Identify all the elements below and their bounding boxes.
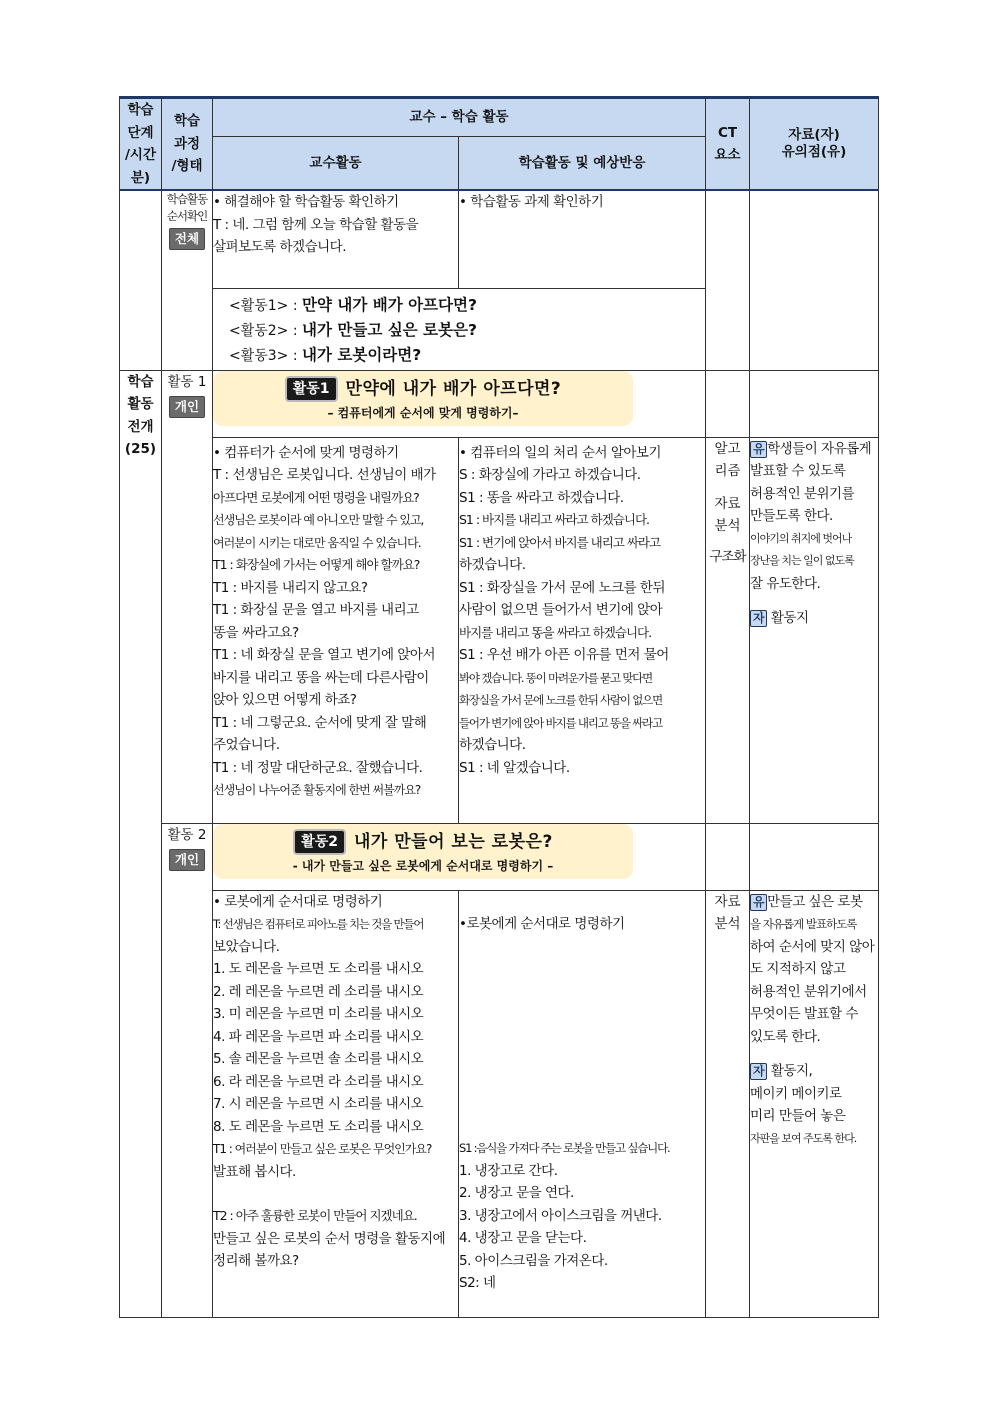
ct-item: 분석 bbox=[714, 518, 741, 534]
activity2-process: 활동 2 bbox=[167, 826, 207, 843]
activity2-teacher-line: 3. 미 레몬을 누르면 미 소리를 내시오 bbox=[213, 1006, 424, 1022]
activity1-teacher-line: T1 : 네 화장실 문을 열고 변기에 앉아서 bbox=[213, 647, 435, 663]
activity1-teacher-line: 선생님은 로봇이라 예 아니오만 말할 수 있고, bbox=[213, 513, 424, 527]
activity2-banner bbox=[213, 824, 633, 879]
activity2-student-header: •로봇에게 순서대로 명령하기 bbox=[459, 915, 625, 932]
activity2-teacher-line: 6. 라 레몬을 누르면 라 소리를 내시오 bbox=[213, 1073, 424, 1090]
activity1-teacher-line: T1 : 바지를 내리지 않고요? bbox=[213, 579, 368, 596]
mode-badge: 개인 bbox=[169, 849, 205, 871]
note-line: 허용적인 분위기를 bbox=[750, 485, 855, 502]
activity2-student-line: S1 :음식을 가져다 주는 로봇을 만들고 싶습니다. bbox=[459, 1141, 670, 1155]
activity2-teacher-line: 2. 레 레몬을 누르면 레 소리를 내시오 bbox=[213, 983, 424, 1000]
activity1-teacher-line: T1 : 화장실 문을 열고 바지를 내리고 bbox=[213, 602, 419, 618]
intro-process: 학습활동 순서확인 bbox=[166, 192, 208, 223]
header-stage: 학습 단계 /시간 분) bbox=[120, 98, 162, 191]
header-teach-learn: 교수 – 학습 활동 bbox=[213, 98, 706, 137]
activity2-student-line: 3. 냉장고에서 아이스크림을 꺼낸다. bbox=[459, 1207, 662, 1224]
note-line: 만들고 싶은 로봇 bbox=[767, 893, 863, 910]
activity1-banner bbox=[213, 371, 633, 426]
activity1-student-line: • 컴퓨터의 일의 처리 순서 알아보기 bbox=[459, 444, 661, 461]
note-line: 하여 순서에 맞지 않아 bbox=[750, 938, 875, 955]
note-line: 만들도록 한다. bbox=[750, 508, 833, 524]
activity1-teacher-line: T1 : 네 그렇군요. 순서에 맞게 잘 말해 bbox=[213, 714, 427, 731]
activity1-teacher-line: 주었습니다. bbox=[213, 737, 280, 753]
activity-list-item: <활동1> : 만약 내가 배가 아프다면? bbox=[229, 295, 477, 314]
activity2-student-cell bbox=[459, 890, 706, 1317]
header-resources: 자료(자) 유의점(유) bbox=[750, 98, 879, 191]
activity1-teacher-line: 여러분이 시키는 대로만 움직일 수 있습니다. bbox=[213, 535, 421, 550]
note-line: 도 지적하지 않고 bbox=[750, 961, 846, 977]
activity2-note-empty bbox=[750, 823, 879, 890]
resource-line: 자판을 보여 주도록 한다. bbox=[750, 1131, 857, 1145]
activity2-student-line: 1. 냉장고로 간다. bbox=[459, 1162, 558, 1179]
intro-note-cell bbox=[750, 190, 879, 370]
activity-list-item: <활동2> : 내가 만들고 싶은 로봇은? bbox=[229, 320, 477, 339]
activity2-teacher-line: 5. 솔 레몬을 누르면 솔 소리를 내시오 bbox=[213, 1051, 424, 1067]
activity1-student-line: S1 : 바지를 내리고 싸라고 하겠습니다. bbox=[459, 512, 649, 527]
activity2-teacher-line: 4. 파 레몬을 누르면 파 소리를 내시오 bbox=[213, 1028, 424, 1045]
intro-teacher-line: • 해결해야 할 학습활동 확인하기 bbox=[213, 194, 399, 210]
note-line: 이야기의 취지에 벗어나 bbox=[750, 531, 852, 545]
activity1-teacher-line: 선생님이 나누어준 활동지에 한번 써볼까요? bbox=[213, 783, 421, 797]
activity2-student-line: 2. 냉장고 문을 연다. bbox=[459, 1185, 574, 1201]
activity1-student-line: 들어가 변기에 앉아 바지를 내리고 똥을 싸라고 bbox=[459, 715, 663, 730]
activity1-student-line: S1 : 네 알겠습니다. bbox=[459, 759, 570, 776]
activity2-ct-empty bbox=[706, 823, 750, 890]
intro-ct-cell bbox=[706, 190, 750, 370]
note-line: 발표할 수 있도록 bbox=[750, 463, 846, 479]
activity2-ct-cell bbox=[706, 890, 750, 1317]
activity1-teacher-line: 앉아 있으면 어떻게 하죠? bbox=[213, 692, 357, 708]
header-ct: CT 요소 bbox=[706, 98, 750, 191]
activity2-subtitle: - 내가 만들고 싶은 로봇에게 순서대로 명령하기 – bbox=[292, 858, 554, 873]
activity2-teacher-line: • 로봇에게 순서대로 명령하기 bbox=[213, 893, 383, 910]
activity1-note-cell bbox=[750, 437, 879, 823]
activity2-note-cell bbox=[750, 890, 879, 1317]
resource-icon: 자 bbox=[750, 610, 767, 627]
note-line: 학생들이 자유롭게 bbox=[767, 440, 872, 457]
activity2-student-line: 4. 냉장고 문을 닫는다. bbox=[459, 1230, 587, 1246]
intro-student-cell bbox=[459, 190, 706, 288]
note-line: 있도록 한다. bbox=[750, 1028, 821, 1045]
lesson-plan-table bbox=[119, 96, 879, 1318]
activity1-subtitle: – 컴퓨터에게 순서에 맞게 명령하기– bbox=[327, 405, 519, 420]
header-process: 학습 과정 /형태 bbox=[162, 98, 213, 191]
activity1-process-cell bbox=[162, 370, 213, 823]
activity1-teacher-line: T : 선생님은 로봇입니다. 선생님이 배가 bbox=[213, 467, 436, 483]
activity2-tag: 활동2 bbox=[293, 829, 346, 855]
activity-list-item: <활동3> : 내가 로봇이라면? bbox=[229, 345, 422, 364]
ct-item: 자료 bbox=[714, 495, 741, 512]
activity2-teacher-line: T2 : 아주 훌륭한 로봇이 만들어 지겠네요. bbox=[213, 1208, 417, 1223]
activity2-teacher-line: 발표해 봅시다. bbox=[213, 1163, 296, 1180]
intro-teacher-cell bbox=[213, 190, 459, 288]
note-line: 무엇이든 발표할 수 bbox=[750, 1006, 858, 1022]
activity1-student-line: S1 : 변기에 앉아서 바지를 내리고 싸라고 bbox=[459, 534, 661, 550]
note-line: 허용적인 분위기에서 bbox=[750, 983, 867, 1000]
activity1-ct-empty bbox=[706, 370, 750, 437]
ct-item: 리즘 bbox=[714, 463, 741, 479]
activity1-student-cell bbox=[459, 437, 706, 823]
activity1-process: 활동 1 bbox=[167, 373, 207, 390]
header-teacher: 교수활동 bbox=[213, 136, 459, 190]
activity2-teacher-line: T: 선생님은 컴퓨터로 피아노를 치는 것을 만들어 bbox=[213, 917, 424, 931]
caution-icon: 유 bbox=[750, 894, 767, 911]
activity1-student-line: 화장실을 가서 문에 노크를 한뒤 사람이 없으면 bbox=[459, 693, 663, 707]
activity1-teacher-line: T1 : 화장실에 가서는 어떻게 해야 할까요? bbox=[213, 557, 420, 572]
activity2-teacher-cell bbox=[213, 890, 459, 1317]
activity1-student-line: S1 : 화장실을 가서 문에 노크를 한뒤 bbox=[459, 579, 665, 596]
resource-icon: 자 bbox=[750, 1063, 767, 1080]
intro-teacher-line: T : 네. 그럼 함께 오늘 학습할 활동을 bbox=[213, 216, 419, 233]
activity1-tag: 활동1 bbox=[285, 376, 338, 402]
activity1-student-line: 봐야 겠습니다. 똥이 마려운가를 묻고 맞다면 bbox=[459, 670, 653, 685]
activity1-title: 만약에 내가 배가 아프다면? bbox=[345, 378, 562, 399]
note-line: 을 자유롭게 발표하도록 bbox=[750, 917, 857, 931]
intro-student-line: • 학습활동 과제 확인하기 bbox=[459, 194, 604, 210]
activity1-banner-cell bbox=[213, 370, 706, 437]
ct-item: 분석 bbox=[714, 916, 741, 932]
activity1-teacher-line: 바지를 내리고 똥을 싸는데 다른사람이 bbox=[213, 669, 429, 686]
stage-label: 학습 활동 전개 (25) bbox=[120, 370, 162, 1317]
resource-line: 활동지, bbox=[767, 1063, 813, 1079]
note-line: 장난을 치는 일이 없도록 bbox=[750, 554, 854, 567]
resource-line: 미리 만들어 놓은 bbox=[750, 1108, 846, 1124]
activity1-teacher-line: 똥을 싸라고요? bbox=[213, 624, 299, 641]
activity2-teacher-line: 보았습니다. bbox=[213, 938, 280, 955]
activity1-student-line: S : 화장실에 가라고 하겠습니다. bbox=[459, 467, 641, 483]
ct-item: 알고 bbox=[714, 440, 741, 457]
note-line: 잘 유도한다. bbox=[750, 575, 821, 592]
intro-stage-cell bbox=[120, 190, 162, 370]
intro-teacher-line: 살펴보도록 하겠습니다. bbox=[213, 239, 346, 255]
activity1-teacher-cell bbox=[213, 437, 459, 823]
activity1-student-line: 하겠습니다. bbox=[459, 737, 526, 753]
activity2-title: 내가 만들어 보는 로봇은? bbox=[353, 831, 553, 852]
activity1-ct-cell bbox=[706, 437, 750, 823]
activity1-student-line: S1 : 똥을 싸라고 하겠습니다. bbox=[459, 489, 624, 506]
mode-badge: 전체 bbox=[169, 228, 205, 250]
activity2-teacher-line: 정리해 볼까요? bbox=[213, 1253, 299, 1269]
activity2-process-cell bbox=[162, 823, 213, 1317]
activity2-teacher-line: 만들고 싶은 로봇의 순서 명령을 활동지에 bbox=[213, 1230, 446, 1247]
activity2-banner-cell bbox=[213, 823, 706, 890]
activity1-student-line: S1 : 우선 배가 아픈 이유를 먼저 물어 bbox=[459, 647, 669, 663]
activity2-teacher-line: 1. 도 레몬을 누르면 도 소리를 내시오 bbox=[213, 961, 424, 977]
intro-process-cell bbox=[162, 190, 213, 370]
activity2-teacher-line: T1 : 여러분이 만들고 싶은 로봇은 무엇인가요? bbox=[213, 1142, 432, 1156]
caution-icon: 유 bbox=[750, 441, 767, 458]
activity1-student-line: 하겠습니다. bbox=[459, 557, 526, 573]
resource-line: 메이키 메이키로 bbox=[750, 1085, 842, 1102]
resource-text: 활동지 bbox=[767, 610, 809, 626]
activity2-student-line: 5. 아이스크림을 가져온다. bbox=[459, 1252, 608, 1269]
ct-item: 자료 bbox=[714, 893, 741, 910]
activity2-teacher-line: 8. 도 레몬을 누르면 도 소리를 내시오 bbox=[213, 1118, 424, 1135]
activity1-student-line: 사람이 없으면 들어가서 변기에 앉아 bbox=[459, 602, 663, 618]
activity2-teacher-line: 7. 시 레몬을 누르면 시 소리를 내시오 bbox=[213, 1096, 424, 1112]
activity1-teacher-line: • 컴퓨터가 순서에 맞게 명령하기 bbox=[213, 444, 399, 461]
activity2-student-line: S2: 네 bbox=[459, 1275, 496, 1291]
intro-activity-list bbox=[213, 288, 706, 370]
activity1-teacher-line: T1 : 네 정말 대단하군요. 잘했습니다. bbox=[213, 759, 423, 776]
activity2-teacher-line bbox=[213, 1183, 458, 1205]
activity1-note-empty bbox=[750, 370, 879, 437]
activity1-student-line: 바지를 내리고 똥을 싸라고 하겠습니다. bbox=[459, 624, 652, 640]
ct-item: 구조화 bbox=[709, 548, 746, 565]
activity1-teacher-line: 아프다면 로봇에게 어떤 명령을 내릴까요? bbox=[213, 489, 419, 505]
header-student: 학습활동 및 예상반응 bbox=[459, 136, 706, 190]
mode-badge: 개인 bbox=[169, 396, 205, 418]
